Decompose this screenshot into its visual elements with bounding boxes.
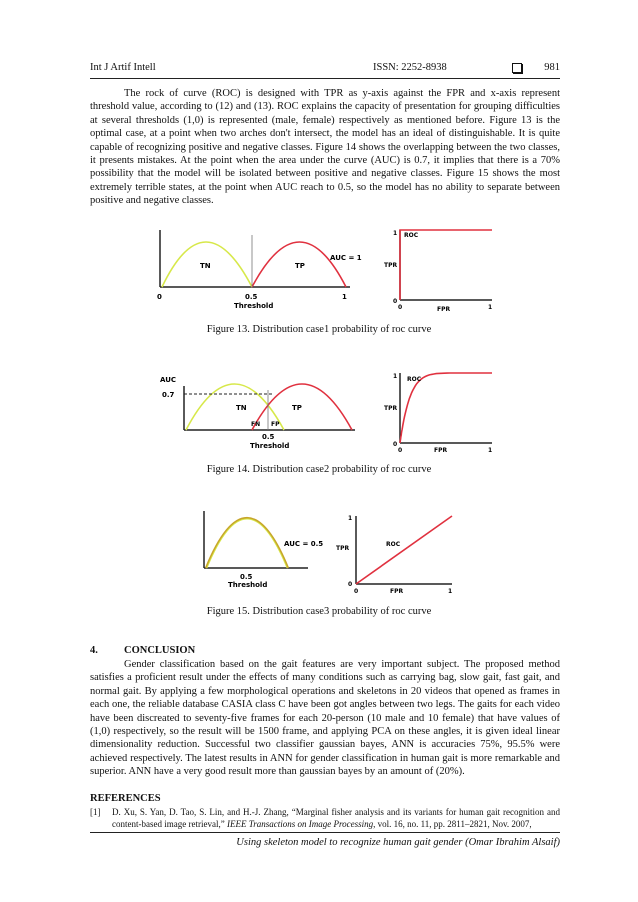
- fig14-tn-label: TN: [236, 404, 247, 412]
- fig13-x1-tick: 1: [342, 293, 347, 301]
- fig14-roc-x0: 0: [398, 447, 403, 454]
- fig13-roc-xlabel: FPR: [437, 306, 451, 313]
- fig14-roc-label: ROC: [407, 376, 422, 383]
- page-number: 981: [544, 62, 560, 73]
- fig14-xlabel: Threshold: [250, 442, 290, 450]
- fig15-xmid-tick: 0.5: [240, 573, 253, 581]
- fig14-xmid-tick: 0.5: [262, 433, 275, 441]
- fig14-tp-label: TP: [292, 404, 302, 412]
- references-heading: REFERENCES: [90, 793, 161, 804]
- figure-14-caption: Figure 14. Distribution case2 probability of roc curve: [206, 464, 432, 475]
- section-title: CONCLUSION: [124, 645, 196, 656]
- fig14-fn-label: FN: [251, 421, 261, 428]
- fig14-roc-curve: [400, 373, 492, 443]
- fig13-roc-y1: 1: [393, 230, 398, 237]
- fig14-auc-value: 0.7: [162, 391, 175, 399]
- fig13-roc-ylabel: TPR: [384, 262, 398, 269]
- figure-15: [190, 506, 470, 596]
- figure-14: [150, 368, 510, 454]
- fig13-xmid-tick: 0.5: [245, 293, 258, 301]
- fig13-tn-label: TN: [200, 262, 211, 270]
- fig15-roc-x1: 1: [448, 588, 453, 595]
- fig14-roc-x1: 1: [488, 447, 493, 454]
- footer-text: Using skeleton model to recognize human gait gender (Omar Ibrahim Alsaif): [236, 837, 560, 848]
- figure-13: [150, 225, 510, 317]
- page-footer: [90, 832, 560, 848]
- checkbox-square-icon: [512, 63, 522, 73]
- fig15-roc-plot: [336, 515, 452, 595]
- fig14-fp-label: FP: [271, 421, 280, 428]
- fig13-distribution-plot: [157, 230, 362, 310]
- reference-text: [112, 806, 560, 830]
- intro-paragraph: The rock of curve (ROC) is designed with TPR as y-axis against the FPR and x-axis represent threshold value, according to (12) and (13). ROC explains the capacity of presentation for grouping difficulties at several thresholds (1,0) is represented (male, female) respectively as mentioned before. Figure 13 is the optimal case, at a point when two arches don't intersect, the model has an ideal of distinguishable. It is quite capable of recognizing positive and negative classes. Figure 14 shows the overlapping between the two classes, it presents mistakes. At the point when the area under the curve (AUC) is 0.7, it implies that there is a 70% possibility that the model will be isolated between positive and negative classes. Figure 15 shows the most extremely terrible states, at the point when AUC reach to 0.5, so the model has no ability to separate between positive and negative classes.: [90, 88, 560, 207]
- reference-number: [1]: [90, 807, 101, 817]
- fig15-roc-x0: 0: [354, 588, 359, 595]
- fig14-tn-curve: [186, 384, 284, 430]
- fig15-xlabel: Threshold: [228, 581, 268, 589]
- reference-venue: IEEE Transactions on Image Processing: [226, 819, 374, 829]
- fig13-roc-x1: 1: [488, 304, 493, 311]
- fig15-roc-y1: 1: [348, 515, 353, 522]
- section-number: 4.: [90, 645, 98, 656]
- fig14-tp-curve: [252, 384, 352, 430]
- conclusion-paragraph: Gender classification based on the gait features are very important subject. The proposed method satisfies a proficient result under the effects of many conditions such as carrying bag, slow gait, fast gait, and normal gait. By applying a few morphological operations and skeletons in 20 videos that opened as frames in each one, the reliable database CASIA class C have been got angles between two legs. The gaits for each video have been discreated to seventy-five frames for each 20-person (10 male and 10 female) that have values of (1,0) respectively, so the result will be 1500 frame, and applying PCA on these angles, it is given ideal linear dimensionality reduction. Successful two classifier gaussian bayes, ANN is accuracies 75%, 95.5% were achieved respectively. The latest results in ANN for gender classification in human gait is more remarkable and superior. ANN have a very good result more than gaussian bayes by an amount of (20%).: [90, 659, 560, 778]
- fig14-roc-plot: [384, 373, 492, 454]
- fig13-x0-tick: 0: [157, 293, 162, 301]
- fig13-auc-label: AUC = 1: [330, 254, 362, 262]
- fig14-roc-xlabel: FPR: [434, 447, 448, 454]
- fig15-roc-label: ROC: [386, 541, 401, 548]
- fig14-distribution-plot: [160, 376, 355, 450]
- fig13-roc-plot: [384, 230, 492, 313]
- section-heading: [90, 645, 195, 656]
- fig14-roc-y0: 0: [393, 441, 398, 448]
- journal-name: Int J Artif Intell: [90, 62, 156, 73]
- fig13-xlabel: Threshold: [234, 302, 274, 310]
- fig15-roc-xlabel: FPR: [390, 588, 404, 595]
- reference-authors: D. Xu, S. Yan, D. Tao, S. Lin, and H.-J. Zhang, “Marginal fisher analysis and its variants for human gait recognition and content-based image retrieval,”: [112, 807, 560, 829]
- fig13-roc-label: ROC: [404, 232, 419, 239]
- figure-13-caption: Figure 13. Distribution case1 probability of roc curve: [206, 324, 432, 335]
- fig15-roc-ylabel: TPR: [336, 545, 350, 552]
- fig15-roc-y0: 0: [348, 581, 353, 588]
- issn: ISSN: 2252-8938: [373, 62, 447, 73]
- fig13-roc-x0: 0: [398, 304, 403, 311]
- fig13-roc-curve: [400, 230, 492, 300]
- fig15-overlap-curve: [206, 518, 288, 568]
- fig14-roc-y1: 1: [393, 373, 398, 380]
- reference-details: , vol. 16, no. 11, pp. 2811–2821, Nov. 2007,: [373, 819, 532, 829]
- page-header: [90, 60, 560, 79]
- fig13-roc-y0: 0: [393, 298, 398, 305]
- reference-item: [90, 806, 560, 830]
- fig15-auc-label: AUC = 0.5: [284, 540, 324, 548]
- fig15-distribution-plot: [204, 511, 323, 589]
- fig13-tp-label: TP: [295, 262, 305, 270]
- fig14-roc-ylabel: TPR: [384, 405, 398, 412]
- figure-15-caption: Figure 15. Distribution case3 probability of roc curve: [206, 606, 432, 617]
- fig14-auc-title: AUC: [160, 376, 177, 384]
- fig15-roc-curve: [356, 516, 452, 584]
